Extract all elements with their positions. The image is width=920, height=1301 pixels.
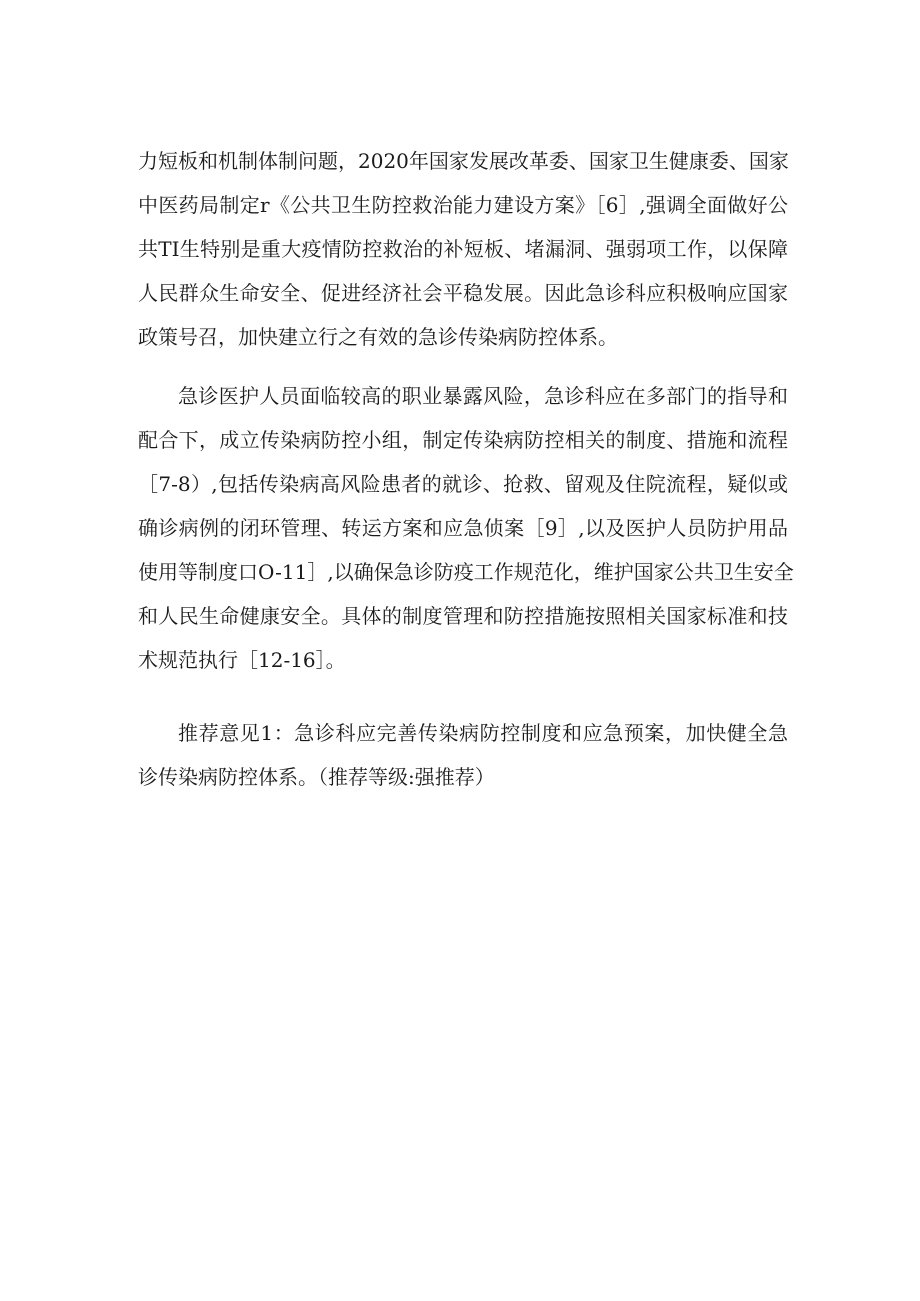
text-line: 力短板和机制体制问题，2020年国家发展改革委、国家卫生健康委、国家: [138, 149, 789, 173]
text-line: 政策号召，加快建立行之有效的急诊传染病防控体系。: [138, 325, 618, 349]
text-line: 诊传染病防控体系。（推荐等级:强推荐）: [138, 765, 495, 789]
text-line: 推荐意见1：急诊科应完善传染病防控制度和应急预案，加快健全急: [178, 721, 788, 745]
text-line: 和人民生命健康安全。具体的制度管理和防控措施按照相关国家标准和技: [138, 604, 788, 628]
text-line: 术规范执行［12-16］。: [138, 648, 346, 672]
text-line: 确诊病例的闭环管理、转运方案和应急侦案［9］,以及医护人员防护用品: [138, 516, 788, 540]
paragraph-occupational-exposure: [138, 374, 794, 682]
text-line: ［7-8）,包括传染病高风险患者的就诊、抢救、留观及住院流程，疑似或: [138, 472, 788, 496]
text-line: 中医药局制定r《公共卫生防控救治能力建设方案》［6］,强调全面做好公: [138, 193, 788, 217]
text-line: 共TI生特别是重大疫情防控救治的补短板、堵漏洞、强弱项工作，以保障: [138, 237, 788, 261]
text-line: 急诊医护人员面临较高的职业暴露风险，急诊科应在多部门的指导和: [178, 384, 788, 408]
paragraph-recommendation-1: [138, 711, 788, 799]
text-line: 人民群众生命安全、促进经济社会平稳发展。因此急诊科应积极响应国家: [138, 281, 788, 305]
text-line: 配合下，成立传染病防控小组，制定传染病防控相关的制度、措施和流程: [138, 428, 788, 452]
text-line: 使用等制度口O-11］,以确保急诊防疫工作规范化，维护国家公共卫生安全: [138, 560, 794, 584]
paragraph-continuation: [138, 139, 788, 359]
